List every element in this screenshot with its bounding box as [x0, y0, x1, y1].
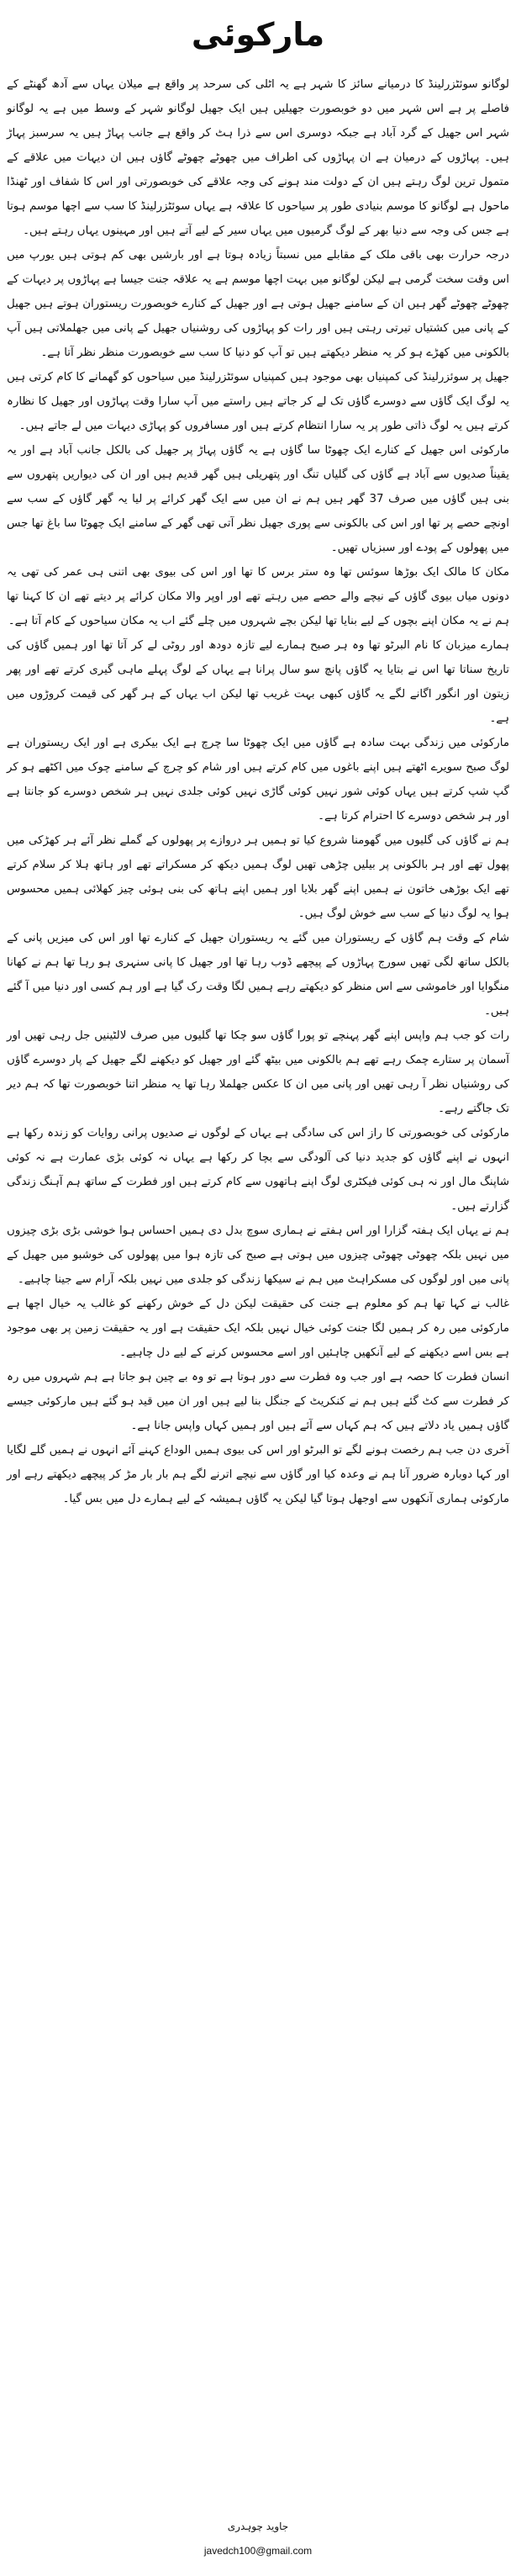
paragraph: غالب نے کہا تھا ہم کو معلوم ہے جنت کی حقیقت لیکن دل کے خوش رکھنے کو غالب یہ خیال اچھا ہے مارکوئی میں رہ کر ہمیں لگا جنت کوئی خیال نہیں بلکہ ایک حقیقت ہے اور یہ حقیقت زمین پر بھی موجود ہے بس اسے دیکھنے کے لیے آنکھیں چاہئیں اور اسے محسوس کرنے کے لیے دل چاہیے۔: [7, 1298, 509, 1359]
paragraph: جھیل پر سوئزرلینڈ کی کمپنیاں بھی موجود ہیں کمپنیاں سوئٹزرلینڈ میں سیاحوں کو گھمانے کا کام کرتی ہیں یہ لوگ ایک گاؤں سے دوسرے گاؤں تک لے کر جاتے ہیں راستے میں آپ سارا وقت پہاڑوں اور جھیل کا نظارہ کرتے ہیں یہ لوگ ذاتی طور پر یہ سارا انتظام کرتے ہیں اور مسافروں کو پہاڑی دیہات میں لے جاتے ہیں۔: [7, 371, 509, 432]
paragraph: مارکوئی کی خوبصورتی کا راز اس کی سادگی ہے یہاں کے لوگوں نے صدیوں پرانی روایات کو زندہ رکھا ہے انہوں نے اپنے گاؤں کو جدید دنیا کی آلودگی سے بچا کر رکھا ہے یہاں نہ کوئی بڑی عمارت ہے نہ کوئی شاپنگ مال اور نہ ہی کوئی فیکٹری لوگ اپنے ہاتھوں سے کام کرتے ہیں اور فطرت کے ساتھ ہم آہنگ زندگی گزارتے ہیں۔: [7, 1127, 509, 1213]
paragraph: رات کو جب ہم واپس اپنے گھر پہنچے تو پورا گاؤں سو چکا تھا گلیوں میں صرف لالٹینیں جل رہی تھیں اور آسمان پر ستارے چمک رہے تھے ہم بالکونی میں بیٹھ گئے اور جھیل کو دیکھنے لگے جھیل کے پار دوسرے گاؤں کی روشنیاں نظر آ رہی تھیں اور پانی میں ان کا عکس جھلملا رہا تھا یہ منظر اتنا خوبصورت تھا کہ ہم دیر تک جاگتے رہے۔: [7, 1029, 509, 1115]
paragraph: ہمارے میزبان کا نام البرٹو تھا وہ ہر صبح ہمارے لیے تازہ دودھ اور روٹی لے کر آتا تھا اور ہمیں گاؤں کی تاریخ سناتا تھا اس نے بتایا یہ گاؤں پانچ سو سال پرانا ہے یہاں کے لوگ پہلے ماہی گیری کرتے تھے اور پھر زیتون اور انگور اگانے لگے یہ گاؤں کبھی بہت غریب تھا لیکن اب یہاں کے ہر گھر کی قیمت کروڑوں میں ہے۔: [7, 639, 509, 725]
paragraph: درجہ حرارت بھی باقی ملک کے مقابلے میں نسبتاً زیادہ ہوتا ہے اور بارشیں بھی کم ہوتی ہیں یورپ میں اس وقت سخت گرمی ہے لیکن لوگانو میں بہت اچھا موسم ہے یہ علاقہ جنت جیسا ہے پہاڑوں پر دیہات کے چھوٹے چھوٹے گھر ہیں ان کے سامنے جھیل ہوتی ہے اور جھیل کے کنارے خوبصورت ریستوران ہوتے ہیں جھیل کے پانی میں کشتیاں تیرتی رہتی ہیں اور رات کو پہاڑوں کی روشنیاں جھیل کے پانی میں جھلملاتی ہیں آپ بالکونی میں کھڑے ہو کر یہ منظر دیکھتے ہیں تو آپ کو دنیا کا سب سے خوبصورت منظر نظر آتا ہے۔: [7, 249, 509, 359]
article-title: مارکوئی: [191, 16, 325, 53]
article-body: [7, 72, 509, 1511]
author-name: جاوید چوہدری: [227, 2520, 289, 2532]
paragraph: ہم نے گاؤں کی گلیوں میں گھومنا شروع کیا تو ہمیں ہر دروازے پر پھولوں کے گملے نظر آئے ہر کھڑکی میں پھول تھے اور ہر بالکونی پر بیلیں چڑھی تھیں لوگ ہمیں دیکھ کر مسکراتے تھے اور ہاتھ ہلا کر سلام کرتے تھے ایک بوڑھی خاتون نے ہمیں اپنے گھر بلایا اور ہمیں اپنے ہاتھ کی بنی ہوئی چیز کھلائی ہمیں محسوس ہوا یہ لوگ دنیا کے سب سے خوش لوگ ہیں۔: [7, 834, 509, 920]
paragraph: مارکوئی اس جھیل کے کنارے ایک چھوٹا سا گاؤں ہے یہ گاؤں پہاڑ پر جھیل کی بالکل جانب آباد ہے اور یہ یقیناً صدیوں سے آباد ہے گاؤں کی گلیاں تنگ اور پتھریلی ہیں گھر قدیم ہیں اور ان کی دیواریں پتھروں سے بنی ہیں گاؤں میں صرف 37 گھر ہیں ہم نے ان میں سے ایک گھر کرائے پر لیا یہ گھر گاؤں کے سب سے اونچے حصے پر تھا اور اس کی بالکونی سے پوری جھیل نظر آتی تھی گھر کے سامنے ایک چھوٹا سا باغ تھا جس میں پھولوں کے پودے اور سبزیاں تھیں۔: [7, 444, 510, 554]
headline-wrap: [0, 7, 516, 62]
paragraph: مکان کا مالک ایک بوڑھا سوئس تھا وہ ستر برس کا تھا اور اس کی بیوی بھی اتنی ہی عمر کی تھی یہ دونوں میاں بیوی گاؤں کے نیچے والے حصے میں رہتے تھے اور اوپر والا مکان کرائے پر دیتے تھے ان کا کہنا تھا ہم نے یہ مکان اپنے بچوں کے لیے بنایا تھا لیکن بچے شہروں میں چلے گئے اب یہ مکان سیاحوں کے کام آتا ہے۔: [7, 566, 509, 627]
paragraph: لوگانو سوئٹزرلینڈ کا درمیانے سائز کا شہر ہے یہ اٹلی کی سرحد پر واقع ہے میلان یہاں سے آدھ گھنٹے کے فاصلے پر ہے اس شہر میں دو خوبصورت جھیلیں ہیں ایک جھیل لوگانو شہر کے وسط میں ہے یہ لوگانو شہر اس جھیل کے گرد آباد ہے جبکہ دوسری اس سے ذرا ہٹ کر واقع ہے جانب پہاڑ ہیں یہ سرسبز پہاڑ ہیں۔ پہاڑوں کے درمیان ہے ان پہاڑوں کی اطراف میں چھوٹے چھوٹے گاؤں ہیں ان دیہات میں علاقے کے متمول ترین لوگ رہتے ہیں ان کے دولت مند ہونے کی وجہ علاقے کی خوبصورتی اور اس کا شفاف اور ٹھنڈا ماحول ہے لوگانو کا موسم بنیادی طور پر سیاحوں کا علاقہ ہے یہاں سوئٹزرلینڈ کا سب سے اچھا موسم ہوتا ہے جس کی وجہ سے دنیا بھر کے لوگ گرمیوں میں یہاں سیر کے لیے آتے ہیں اور مہینوں یہاں رہتے ہیں۔: [7, 78, 509, 237]
paragraph: آخری دن جب ہم رخصت ہونے لگے تو البرٹو اور اس کی بیوی ہمیں الوداع کہنے آئے انہوں نے ہمیں گلے لگایا اور کہا دوبارہ ضرور آنا ہم نے وعدہ کیا اور گاؤں سے نیچے اترنے لگے ہم بار بار مڑ کر پیچھے دیکھتے رہے اور مارکوئی ہماری آنکھوں سے اوجھل ہوتا گیا لیکن یہ گاؤں ہمیشہ کے لیے ہمارے دل میں بس گیا۔: [7, 1444, 509, 1505]
paragraph: مارکوئی میں زندگی بہت سادہ ہے گاؤں میں ایک چھوٹا سا چرچ ہے ایک بیکری ہے اور ایک ریستوران ہے لوگ صبح سویرے اٹھتے ہیں اپنے باغوں میں کام کرتے ہیں اور شام کو چرچ کے سامنے چوک میں اکٹھے ہو کر گپ شپ کرتے ہیں یہاں کوئی شور نہیں کوئی گاڑی نہیں کوئی جلدی نہیں ہر شخص دوسرے کو جانتا ہے اور ہر شخص دوسرے کا احترام کرتا ہے۔: [7, 737, 509, 823]
paragraph: ہم نے یہاں ایک ہفتہ گزارا اور اس ہفتے نے ہماری سوچ بدل دی ہمیں احساس ہوا خوشی بڑی بڑی چیزوں میں نہیں بلکہ چھوٹی چھوٹی چیزوں میں ہوتی ہے صبح کی تازہ ہوا میں پھولوں کی خوشبو میں جھیل کے پانی میں اور لوگوں کی مسکراہٹ میں ہم نے سیکھا زندگی کو جلدی میں نہیں بلکہ آرام سے جینا چاہیے۔: [7, 1225, 509, 1286]
paragraph: شام کے وقت ہم گاؤں کے ریستوران میں گئے یہ ریستوران جھیل کے کنارے تھا اور اس کی میزیں پانی کے بالکل ساتھ لگی تھیں سورج پہاڑوں کے پیچھے ڈوب رہا تھا اور جھیل کا پانی سنہری ہو رہا تھا ہم نے کھانا منگوایا اور خاموشی سے اس منظر کو دیکھتے رہے ہمیں لگا وقت رک گیا ہے اور ہم کسی اور دنیا میں آ گئے ہیں۔: [7, 932, 509, 1018]
author-email[interactable]: javedch100@gmail.com: [203, 2545, 313, 2557]
paragraph: انسان فطرت کا حصہ ہے اور جب وہ فطرت سے دور ہوتا ہے تو وہ بے چین ہو جاتا ہے ہم شہروں میں رہ کر فطرت سے کٹ گئے ہیں ہم نے کنکریٹ کے جنگل بنا لیے ہیں اور ان میں قید ہو گئے ہیں مارکوئی جیسے گاؤں ہمیں یاد دلاتے ہیں کہ ہم کہاں سے آئے ہیں اور ہمیں کہاں واپس جانا ہے۔: [7, 1371, 509, 1432]
